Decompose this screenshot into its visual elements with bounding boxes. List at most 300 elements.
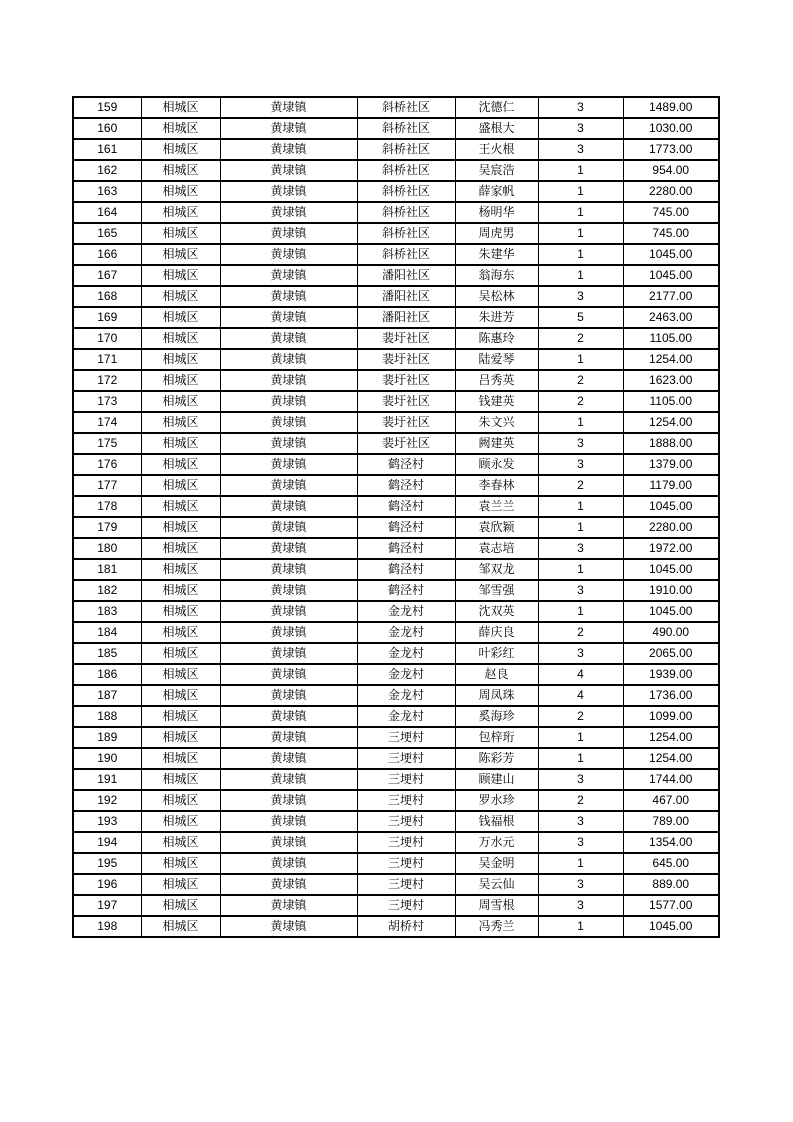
cell-no: 192 xyxy=(73,790,141,811)
cell-village: 鹤泾村 xyxy=(357,496,455,517)
cell-town: 黄埭镇 xyxy=(220,622,357,643)
table-row xyxy=(73,811,719,832)
cell-village: 斜桥社区 xyxy=(357,139,455,160)
cell-town: 黄埭镇 xyxy=(220,160,357,181)
cell-count: 4 xyxy=(538,664,623,685)
cell-name: 包梓珩 xyxy=(455,727,538,748)
table-row xyxy=(73,601,719,622)
cell-district: 相城区 xyxy=(141,643,220,664)
cell-amount: 1105.00 xyxy=(623,328,719,349)
cell-village: 鹤泾村 xyxy=(357,454,455,475)
cell-no: 197 xyxy=(73,895,141,916)
cell-town: 黄埭镇 xyxy=(220,181,357,202)
cell-amount: 1045.00 xyxy=(623,496,719,517)
cell-amount: 1972.00 xyxy=(623,538,719,559)
cell-town: 黄埭镇 xyxy=(220,559,357,580)
cell-village: 三埂村 xyxy=(357,727,455,748)
cell-amount: 2177.00 xyxy=(623,286,719,307)
table-body xyxy=(73,97,719,937)
cell-amount: 1773.00 xyxy=(623,139,719,160)
cell-name: 沈双英 xyxy=(455,601,538,622)
cell-no: 180 xyxy=(73,538,141,559)
cell-no: 163 xyxy=(73,181,141,202)
table-row xyxy=(73,160,719,181)
table-row xyxy=(73,706,719,727)
table-row xyxy=(73,559,719,580)
cell-no: 183 xyxy=(73,601,141,622)
cell-district: 相城区 xyxy=(141,454,220,475)
cell-count: 1 xyxy=(538,244,623,265)
cell-count: 1 xyxy=(538,748,623,769)
cell-village: 斜桥社区 xyxy=(357,97,455,118)
cell-district: 相城区 xyxy=(141,307,220,328)
cell-no: 191 xyxy=(73,769,141,790)
cell-district: 相城区 xyxy=(141,517,220,538)
cell-district: 相城区 xyxy=(141,874,220,895)
cell-village: 金龙村 xyxy=(357,685,455,706)
cell-count: 1 xyxy=(538,727,623,748)
cell-count: 2 xyxy=(538,391,623,412)
cell-name: 顾永发 xyxy=(455,454,538,475)
cell-village: 三埂村 xyxy=(357,769,455,790)
cell-town: 黄埭镇 xyxy=(220,727,357,748)
cell-district: 相城区 xyxy=(141,685,220,706)
cell-no: 172 xyxy=(73,370,141,391)
cell-district: 相城区 xyxy=(141,601,220,622)
cell-count: 3 xyxy=(538,769,623,790)
cell-name: 沈德仁 xyxy=(455,97,538,118)
cell-district: 相城区 xyxy=(141,580,220,601)
cell-district: 相城区 xyxy=(141,391,220,412)
table-row xyxy=(73,895,719,916)
cell-name: 袁兰兰 xyxy=(455,496,538,517)
cell-count: 3 xyxy=(538,643,623,664)
cell-name: 奚海珍 xyxy=(455,706,538,727)
cell-name: 吴宸浩 xyxy=(455,160,538,181)
cell-village: 斜桥社区 xyxy=(357,223,455,244)
table-row xyxy=(73,181,719,202)
cell-village: 金龙村 xyxy=(357,664,455,685)
cell-amount: 1379.00 xyxy=(623,454,719,475)
cell-amount: 1744.00 xyxy=(623,769,719,790)
cell-amount: 1045.00 xyxy=(623,601,719,622)
table-row xyxy=(73,139,719,160)
cell-no: 193 xyxy=(73,811,141,832)
cell-no: 174 xyxy=(73,412,141,433)
cell-name: 杨明华 xyxy=(455,202,538,223)
table-row xyxy=(73,685,719,706)
cell-amount: 1577.00 xyxy=(623,895,719,916)
cell-name: 周凤珠 xyxy=(455,685,538,706)
cell-town: 黄埭镇 xyxy=(220,853,357,874)
cell-no: 161 xyxy=(73,139,141,160)
cell-count: 4 xyxy=(538,685,623,706)
table-row xyxy=(73,832,719,853)
cell-name: 邹双龙 xyxy=(455,559,538,580)
table-row xyxy=(73,643,719,664)
cell-name: 周虎男 xyxy=(455,223,538,244)
cell-district: 相城区 xyxy=(141,727,220,748)
cell-amount: 1910.00 xyxy=(623,580,719,601)
cell-name: 薛庆良 xyxy=(455,622,538,643)
cell-amount: 954.00 xyxy=(623,160,719,181)
cell-district: 相城区 xyxy=(141,370,220,391)
cell-town: 黄埭镇 xyxy=(220,454,357,475)
table-row xyxy=(73,433,719,454)
cell-name: 陈惠玲 xyxy=(455,328,538,349)
table-row xyxy=(73,769,719,790)
table-row xyxy=(73,853,719,874)
cell-no: 167 xyxy=(73,265,141,286)
cell-amount: 1939.00 xyxy=(623,664,719,685)
cell-town: 黄埭镇 xyxy=(220,538,357,559)
cell-district: 相城区 xyxy=(141,160,220,181)
cell-count: 3 xyxy=(538,832,623,853)
cell-village: 鹤泾村 xyxy=(357,517,455,538)
cell-district: 相城区 xyxy=(141,748,220,769)
cell-district: 相城区 xyxy=(141,475,220,496)
cell-count: 1 xyxy=(538,349,623,370)
cell-village: 斜桥社区 xyxy=(357,244,455,265)
cell-no: 198 xyxy=(73,916,141,937)
cell-district: 相城区 xyxy=(141,916,220,937)
cell-no: 175 xyxy=(73,433,141,454)
cell-no: 194 xyxy=(73,832,141,853)
cell-no: 177 xyxy=(73,475,141,496)
table-row xyxy=(73,916,719,937)
cell-count: 2 xyxy=(538,622,623,643)
cell-count: 3 xyxy=(538,538,623,559)
cell-district: 相城区 xyxy=(141,223,220,244)
cell-village: 三埂村 xyxy=(357,895,455,916)
cell-amount: 1045.00 xyxy=(623,559,719,580)
cell-no: 189 xyxy=(73,727,141,748)
cell-district: 相城区 xyxy=(141,139,220,160)
table-row xyxy=(73,286,719,307)
cell-count: 1 xyxy=(538,559,623,580)
cell-village: 鹤泾村 xyxy=(357,580,455,601)
cell-town: 黄埭镇 xyxy=(220,244,357,265)
cell-count: 3 xyxy=(538,811,623,832)
cell-name: 万水元 xyxy=(455,832,538,853)
cell-count: 1 xyxy=(538,601,623,622)
cell-town: 黄埭镇 xyxy=(220,601,357,622)
cell-name: 钱建英 xyxy=(455,391,538,412)
cell-name: 邹雪强 xyxy=(455,580,538,601)
table-row xyxy=(73,454,719,475)
table-row xyxy=(73,223,719,244)
cell-village: 斜桥社区 xyxy=(357,202,455,223)
table-row xyxy=(73,538,719,559)
cell-village: 三埂村 xyxy=(357,832,455,853)
table-row xyxy=(73,265,719,286)
cell-town: 黄埭镇 xyxy=(220,643,357,664)
cell-no: 164 xyxy=(73,202,141,223)
cell-count: 3 xyxy=(538,454,623,475)
table-row xyxy=(73,727,719,748)
cell-name: 翁海东 xyxy=(455,265,538,286)
cell-no: 171 xyxy=(73,349,141,370)
cell-name: 吕秀英 xyxy=(455,370,538,391)
cell-amount: 1623.00 xyxy=(623,370,719,391)
cell-district: 相城区 xyxy=(141,895,220,916)
cell-name: 钱福根 xyxy=(455,811,538,832)
table-row xyxy=(73,517,719,538)
cell-district: 相城区 xyxy=(141,706,220,727)
cell-no: 170 xyxy=(73,328,141,349)
cell-amount: 1254.00 xyxy=(623,412,719,433)
cell-amount: 1105.00 xyxy=(623,391,719,412)
cell-no: 162 xyxy=(73,160,141,181)
cell-village: 潘阳社区 xyxy=(357,286,455,307)
cell-town: 黄埭镇 xyxy=(220,916,357,937)
cell-amount: 1030.00 xyxy=(623,118,719,139)
cell-amount: 1254.00 xyxy=(623,727,719,748)
cell-no: 173 xyxy=(73,391,141,412)
table-row xyxy=(73,580,719,601)
cell-name: 赵良 xyxy=(455,664,538,685)
cell-amount: 1254.00 xyxy=(623,349,719,370)
cell-town: 黄埭镇 xyxy=(220,328,357,349)
cell-amount: 490.00 xyxy=(623,622,719,643)
cell-amount: 1045.00 xyxy=(623,244,719,265)
cell-town: 黄埭镇 xyxy=(220,517,357,538)
cell-district: 相城区 xyxy=(141,244,220,265)
cell-name: 吴松林 xyxy=(455,286,538,307)
table-row xyxy=(73,475,719,496)
cell-no: 190 xyxy=(73,748,141,769)
cell-town: 黄埭镇 xyxy=(220,307,357,328)
cell-count: 2 xyxy=(538,790,623,811)
cell-no: 185 xyxy=(73,643,141,664)
cell-no: 188 xyxy=(73,706,141,727)
cell-village: 潘阳社区 xyxy=(357,307,455,328)
table-row xyxy=(73,874,719,895)
cell-count: 1 xyxy=(538,916,623,937)
cell-count: 1 xyxy=(538,412,623,433)
cell-name: 朱进芳 xyxy=(455,307,538,328)
cell-village: 金龙村 xyxy=(357,622,455,643)
cell-district: 相城区 xyxy=(141,538,220,559)
table-row xyxy=(73,748,719,769)
cell-village: 裴圩社区 xyxy=(357,328,455,349)
cell-name: 陈彩芳 xyxy=(455,748,538,769)
cell-name: 薛家帆 xyxy=(455,181,538,202)
cell-count: 1 xyxy=(538,265,623,286)
cell-district: 相城区 xyxy=(141,118,220,139)
cell-count: 2 xyxy=(538,706,623,727)
cell-district: 相城区 xyxy=(141,181,220,202)
cell-amount: 1489.00 xyxy=(623,97,719,118)
cell-town: 黄埭镇 xyxy=(220,580,357,601)
cell-amount: 745.00 xyxy=(623,223,719,244)
cell-village: 三埂村 xyxy=(357,853,455,874)
cell-count: 1 xyxy=(538,517,623,538)
cell-town: 黄埭镇 xyxy=(220,139,357,160)
cell-village: 斜桥社区 xyxy=(357,160,455,181)
cell-district: 相城区 xyxy=(141,286,220,307)
table-row xyxy=(73,496,719,517)
cell-count: 3 xyxy=(538,139,623,160)
cell-village: 裴圩社区 xyxy=(357,349,455,370)
cell-village: 鹤泾村 xyxy=(357,538,455,559)
table-row xyxy=(73,118,719,139)
cell-count: 1 xyxy=(538,202,623,223)
cell-town: 黄埭镇 xyxy=(220,391,357,412)
cell-name: 王火根 xyxy=(455,139,538,160)
cell-amount: 1045.00 xyxy=(623,916,719,937)
cell-amount: 2463.00 xyxy=(623,307,719,328)
cell-district: 相城区 xyxy=(141,664,220,685)
cell-district: 相城区 xyxy=(141,328,220,349)
cell-amount: 789.00 xyxy=(623,811,719,832)
cell-town: 黄埭镇 xyxy=(220,349,357,370)
cell-town: 黄埭镇 xyxy=(220,223,357,244)
cell-amount: 1354.00 xyxy=(623,832,719,853)
cell-count: 3 xyxy=(538,433,623,454)
cell-village: 斜桥社区 xyxy=(357,118,455,139)
cell-amount: 2280.00 xyxy=(623,181,719,202)
cell-name: 阙建英 xyxy=(455,433,538,454)
cell-no: 160 xyxy=(73,118,141,139)
cell-amount: 467.00 xyxy=(623,790,719,811)
cell-name: 顾建山 xyxy=(455,769,538,790)
cell-district: 相城区 xyxy=(141,832,220,853)
cell-amount: 1045.00 xyxy=(623,265,719,286)
cell-town: 黄埭镇 xyxy=(220,412,357,433)
table-row xyxy=(73,622,719,643)
cell-town: 黄埭镇 xyxy=(220,748,357,769)
cell-village: 裴圩社区 xyxy=(357,370,455,391)
cell-no: 181 xyxy=(73,559,141,580)
cell-count: 3 xyxy=(538,118,623,139)
cell-village: 胡桥村 xyxy=(357,916,455,937)
cell-town: 黄埭镇 xyxy=(220,790,357,811)
table-row xyxy=(73,370,719,391)
cell-count: 2 xyxy=(538,475,623,496)
cell-amount: 1179.00 xyxy=(623,475,719,496)
cell-count: 1 xyxy=(538,853,623,874)
cell-district: 相城区 xyxy=(141,853,220,874)
cell-no: 195 xyxy=(73,853,141,874)
beneficiary-table xyxy=(72,96,720,938)
cell-town: 黄埭镇 xyxy=(220,874,357,895)
cell-district: 相城区 xyxy=(141,496,220,517)
cell-town: 黄埭镇 xyxy=(220,664,357,685)
cell-town: 黄埭镇 xyxy=(220,286,357,307)
cell-no: 182 xyxy=(73,580,141,601)
cell-count: 1 xyxy=(538,160,623,181)
cell-district: 相城区 xyxy=(141,811,220,832)
cell-name: 吴金明 xyxy=(455,853,538,874)
cell-town: 黄埭镇 xyxy=(220,496,357,517)
cell-name: 周雪根 xyxy=(455,895,538,916)
cell-village: 裴圩社区 xyxy=(357,433,455,454)
cell-name: 朱建华 xyxy=(455,244,538,265)
cell-no: 178 xyxy=(73,496,141,517)
cell-count: 1 xyxy=(538,181,623,202)
cell-no: 159 xyxy=(73,97,141,118)
cell-no: 184 xyxy=(73,622,141,643)
cell-name: 陆爱琴 xyxy=(455,349,538,370)
cell-amount: 889.00 xyxy=(623,874,719,895)
table-row xyxy=(73,790,719,811)
cell-town: 黄埭镇 xyxy=(220,706,357,727)
cell-name: 吴云仙 xyxy=(455,874,538,895)
table-row xyxy=(73,328,719,349)
cell-town: 黄埭镇 xyxy=(220,97,357,118)
cell-name: 叶彩红 xyxy=(455,643,538,664)
cell-town: 黄埭镇 xyxy=(220,685,357,706)
cell-name: 冯秀兰 xyxy=(455,916,538,937)
cell-district: 相城区 xyxy=(141,433,220,454)
cell-amount: 2280.00 xyxy=(623,517,719,538)
cell-town: 黄埭镇 xyxy=(220,895,357,916)
cell-village: 裴圩社区 xyxy=(357,412,455,433)
cell-village: 三埂村 xyxy=(357,748,455,769)
table-row xyxy=(73,244,719,265)
cell-town: 黄埭镇 xyxy=(220,202,357,223)
cell-village: 裴圩社区 xyxy=(357,391,455,412)
cell-village: 斜桥社区 xyxy=(357,181,455,202)
cell-count: 2 xyxy=(538,370,623,391)
cell-village: 鹤泾村 xyxy=(357,559,455,580)
table-row xyxy=(73,412,719,433)
cell-district: 相城区 xyxy=(141,265,220,286)
cell-count: 3 xyxy=(538,97,623,118)
cell-no: 176 xyxy=(73,454,141,475)
cell-name: 袁志培 xyxy=(455,538,538,559)
cell-town: 黄埭镇 xyxy=(220,811,357,832)
cell-amount: 1736.00 xyxy=(623,685,719,706)
table-row xyxy=(73,202,719,223)
cell-no: 169 xyxy=(73,307,141,328)
cell-amount: 1254.00 xyxy=(623,748,719,769)
cell-district: 相城区 xyxy=(141,790,220,811)
cell-village: 金龙村 xyxy=(357,601,455,622)
cell-amount: 645.00 xyxy=(623,853,719,874)
cell-name: 李春林 xyxy=(455,475,538,496)
cell-count: 3 xyxy=(538,580,623,601)
cell-village: 三埂村 xyxy=(357,811,455,832)
cell-amount: 745.00 xyxy=(623,202,719,223)
cell-district: 相城区 xyxy=(141,412,220,433)
cell-district: 相城区 xyxy=(141,622,220,643)
cell-town: 黄埭镇 xyxy=(220,265,357,286)
cell-count: 1 xyxy=(538,223,623,244)
cell-amount: 2065.00 xyxy=(623,643,719,664)
cell-name: 朱文兴 xyxy=(455,412,538,433)
cell-name: 袁欣颖 xyxy=(455,517,538,538)
cell-no: 187 xyxy=(73,685,141,706)
cell-district: 相城区 xyxy=(141,769,220,790)
table-row xyxy=(73,664,719,685)
cell-village: 金龙村 xyxy=(357,706,455,727)
cell-no: 196 xyxy=(73,874,141,895)
cell-town: 黄埭镇 xyxy=(220,370,357,391)
cell-no: 168 xyxy=(73,286,141,307)
cell-name: 盛根大 xyxy=(455,118,538,139)
cell-town: 黄埭镇 xyxy=(220,832,357,853)
cell-village: 鹤泾村 xyxy=(357,475,455,496)
table-row xyxy=(73,349,719,370)
cell-district: 相城区 xyxy=(141,559,220,580)
cell-no: 186 xyxy=(73,664,141,685)
cell-no: 179 xyxy=(73,517,141,538)
table-row xyxy=(73,97,719,118)
cell-count: 1 xyxy=(538,496,623,517)
cell-district: 相城区 xyxy=(141,97,220,118)
